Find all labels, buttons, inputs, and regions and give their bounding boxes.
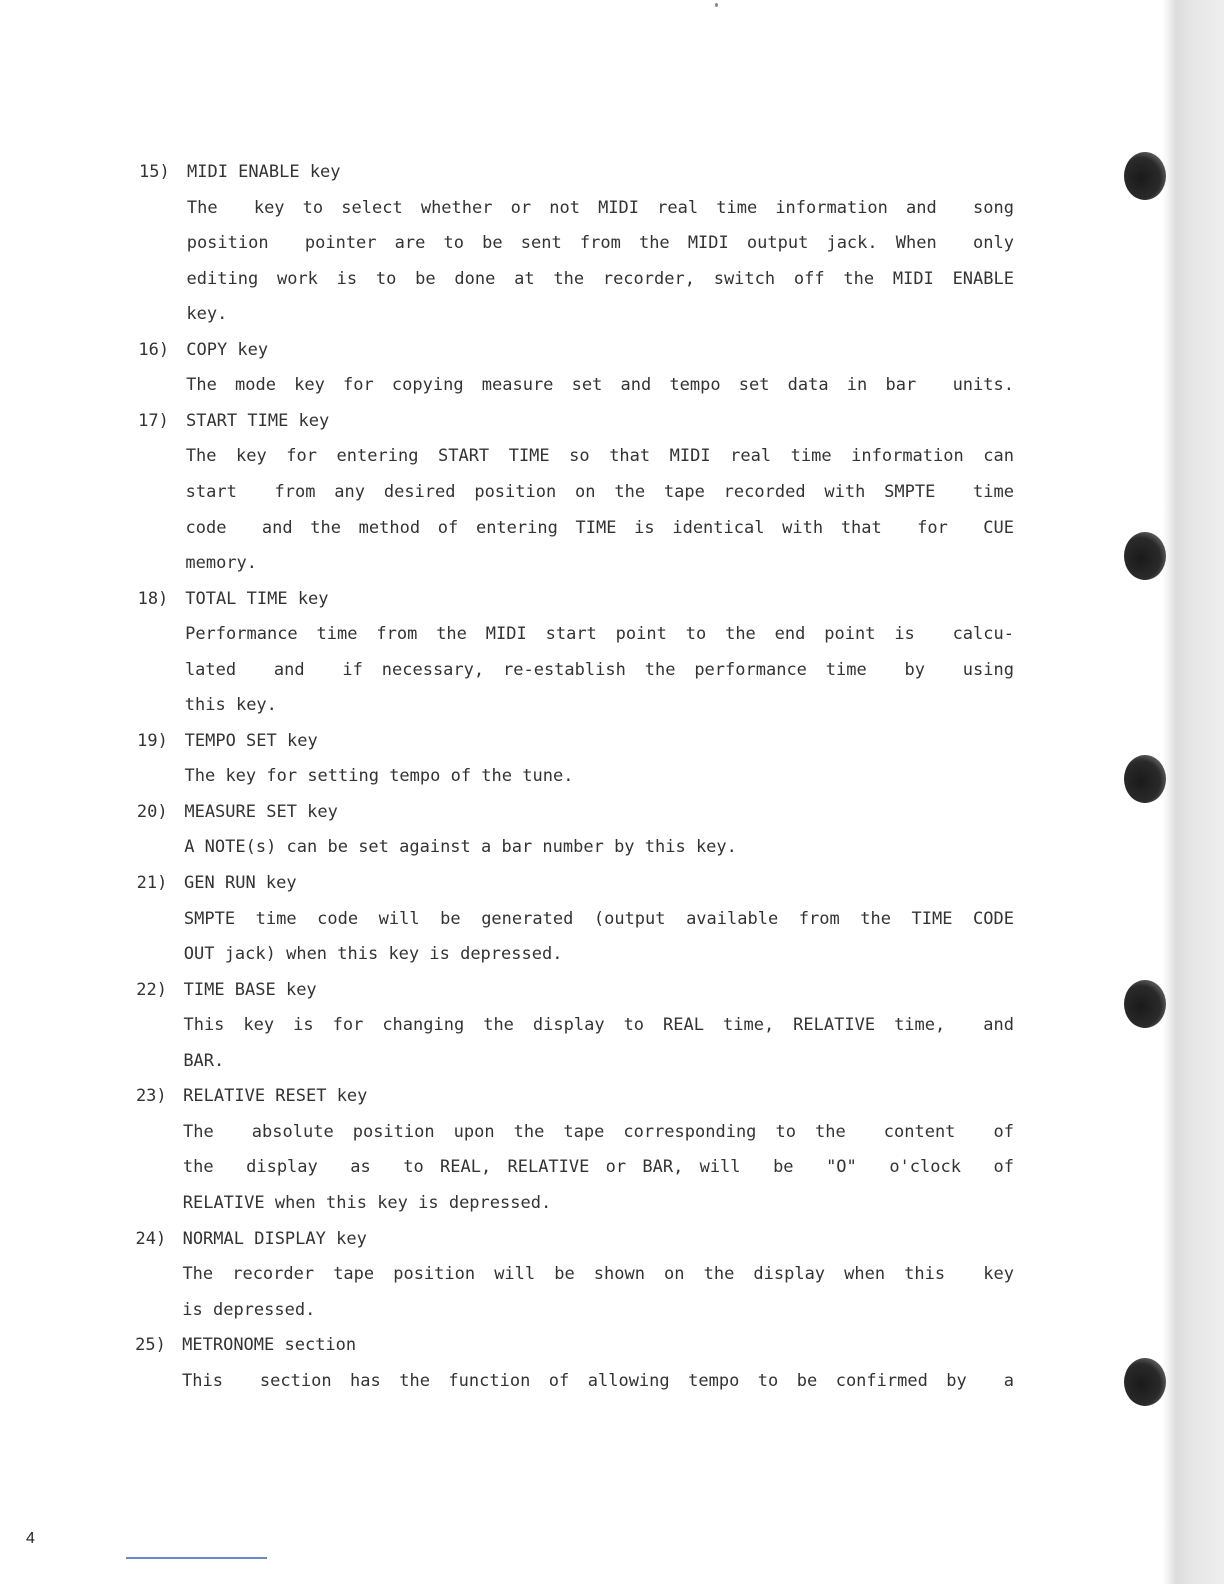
item-description-line: SMPTE time code will be generated (output available from the TIME CODE	[183, 908, 1014, 929]
item-heading: MIDI ENABLE key	[187, 162, 341, 182]
item-number: 21)	[136, 873, 168, 893]
item-description-line: the display as to REAL, RELATIVE or BAR, will be "O" o'clock of	[182, 1157, 1014, 1178]
item-heading: TOTAL TIME key	[185, 588, 329, 609]
item-number: 20)	[136, 801, 168, 822]
footer-rule	[126, 1557, 267, 1559]
item-heading: TEMPO SET key	[184, 730, 318, 751]
item-description-line: This key is for changing the display to REAL time, RELATIVE time, and	[183, 1015, 1014, 1036]
item-heading: RELATIVE RESET key	[183, 1086, 368, 1107]
scan-speck	[715, 3, 718, 7]
item-description-line: A NOTE(s) can be set against a bar number by this key.	[184, 837, 737, 858]
item-description-line: lated and if necessary, re-establish the performance time by using	[184, 659, 1014, 680]
punch-hole	[1124, 1358, 1166, 1406]
item-description-line: OUT jack) when this key is depressed.	[183, 944, 563, 965]
item-number: 24)	[135, 1228, 167, 1249]
item-number: 22)	[136, 979, 167, 1000]
item-description-line: position pointer are to be sent from the MIDI output jack. When only	[186, 233, 1014, 254]
item-number: 25)	[135, 1335, 166, 1356]
item-number: 19)	[137, 730, 168, 751]
item-heading: TIME BASE key	[183, 979, 317, 1000]
punch-hole	[1124, 532, 1166, 580]
item-number: 18)	[137, 588, 169, 609]
item-heading: GEN RUN key	[184, 873, 297, 893]
item-heading: MEASURE SET key	[184, 801, 338, 822]
item-heading: METRONOME section	[182, 1335, 357, 1356]
item-description-line: The key for entering START TIME so that MIDI real time information can	[185, 446, 1014, 467]
item-heading: START TIME key	[185, 410, 330, 431]
item-heading: COPY key	[186, 339, 269, 360]
page-number: 4	[26, 1530, 35, 1547]
punch-hole	[1124, 980, 1166, 1028]
item-description-line: editing work is to be done at the recorder, switch off the MIDI ENABLE	[186, 268, 1014, 289]
item-heading: NORMAL DISPLAY key	[182, 1228, 367, 1249]
item-description-line: This section has the function of allowing tempo to be confirmed by a	[182, 1370, 1014, 1391]
item-description-line: this key.	[184, 695, 277, 716]
item-description-line: memory.	[185, 553, 258, 574]
item-description-line: Performance time from the MIDI start point to the end point is calcu-	[185, 624, 1014, 645]
item-number: 17)	[138, 410, 169, 431]
item-description-line: The mode key for copying measure set and tempo set data in bar units.	[186, 375, 1014, 396]
item-number: 23)	[135, 1086, 167, 1107]
item-description-line: The recorder tape position will be shown on the display when this key	[182, 1264, 1014, 1285]
item-number: 16)	[138, 339, 170, 360]
item-description-line: The key to select whether or not MIDI real time information and song	[186, 197, 1014, 218]
item-description-line: code and the method of entering TIME is identical with that for CUE	[185, 517, 1014, 538]
item-description-line: BAR.	[183, 1050, 225, 1071]
item-number: 15)	[139, 162, 170, 182]
item-description-line: is depressed.	[182, 1299, 316, 1320]
item-description-line: The key for setting tempo of the tune.	[184, 766, 574, 787]
punch-hole	[1124, 152, 1166, 200]
binding-edge	[1162, 0, 1224, 1584]
item-description-line: The absolute position upon the tape corresponding to the content of	[183, 1121, 1014, 1142]
item-description-line: start from any desired position on the tape recorded with SMPTE time	[185, 481, 1014, 502]
item-description-line: key.	[186, 304, 228, 325]
item-description-line: RELATIVE when this key is depressed.	[182, 1192, 552, 1213]
punch-hole	[1124, 755, 1166, 803]
